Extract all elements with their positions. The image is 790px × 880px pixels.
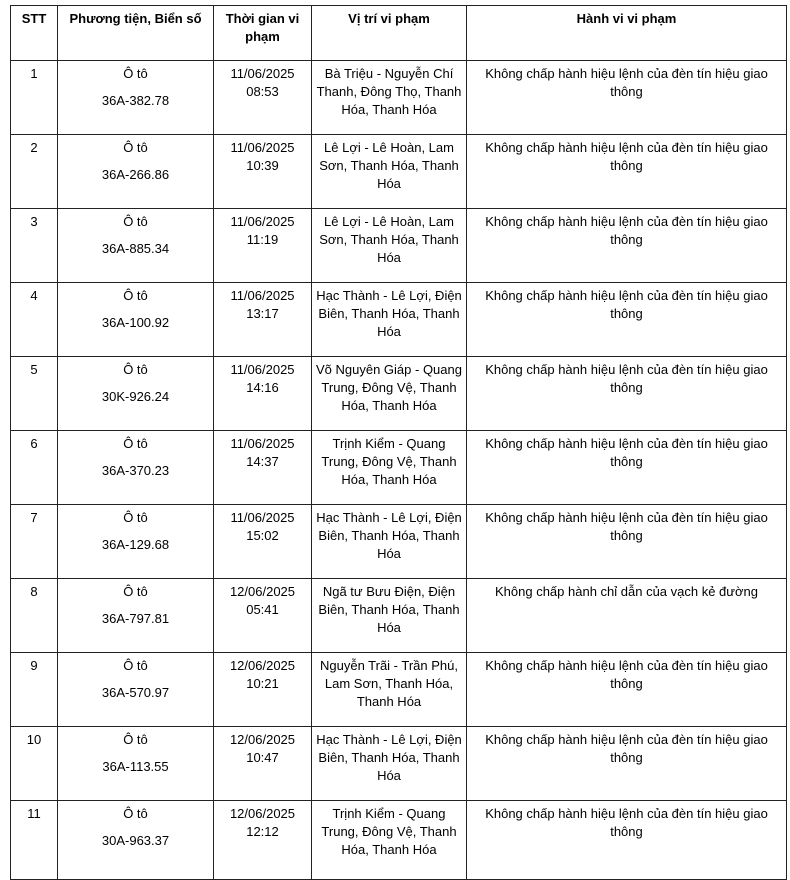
license-plate: 30K-926.24 [101, 389, 170, 404]
license-plate: 36A-382.78 [101, 93, 170, 108]
vehicle-type: Ô tô [123, 732, 148, 747]
vehicle-type: Ô tô [123, 140, 148, 155]
vehicle-type: Ô tô [123, 436, 148, 451]
table-row [11, 801, 787, 880]
cell-violation: Không chấp hành hiệu lệnh của đèn tín hiệu giao thông [467, 209, 787, 283]
license-plate: 36A-370.23 [101, 463, 170, 478]
cell-violation: Không chấp hành hiệu lệnh của đèn tín hiệu giao thông [467, 505, 787, 579]
table-row [11, 283, 787, 357]
cell-stt: 9 [11, 653, 58, 727]
cell-stt: 10 [11, 727, 58, 801]
cell-location: Hạc Thành - Lê Lợi, Điện Biên, Thanh Hóa, Thanh Hóa [312, 283, 467, 357]
license-plate: 36A-885.34 [101, 241, 170, 256]
cell-location: Lê Lợi - Lê Hoàn, Lam Sơn, Thanh Hóa, Thanh Hóa [312, 135, 467, 209]
cell-stt: 7 [11, 505, 58, 579]
cell-location: Hạc Thành - Lê Lợi, Điện Biên, Thanh Hóa, Thanh Hóa [312, 505, 467, 579]
cell-time: 11/06/2025 11:19 [214, 209, 312, 283]
cell-location: Nguyễn Trãi - Trần Phú, Lam Sơn, Thanh Hóa, Thanh Hóa [312, 653, 467, 727]
cell-time: 11/06/2025 14:37 [214, 431, 312, 505]
cell-stt: 5 [11, 357, 58, 431]
cell-violation: Không chấp hành hiệu lệnh của đèn tín hiệu giao thông [467, 61, 787, 135]
vehicle-type: Ô tô [123, 362, 148, 377]
cell-location: Võ Nguyên Giáp - Quang Trung, Đông Vệ, Thanh Hóa, Thanh Hóa [312, 357, 467, 431]
cell-violation: Không chấp hành chỉ dẫn của vạch kẻ đường [467, 579, 787, 653]
license-plate: 36A-113.55 [102, 759, 169, 774]
table-row [11, 61, 787, 135]
cell-violation: Không chấp hành hiệu lệnh của đèn tín hiệu giao thông [467, 135, 787, 209]
cell-stt: 8 [11, 579, 58, 653]
cell-violation: Không chấp hành hiệu lệnh của đèn tín hiệu giao thông [467, 431, 787, 505]
cell-time: 12/06/2025 10:47 [214, 727, 312, 801]
cell-vehicle-plate [58, 505, 214, 579]
cell-time: 12/06/2025 10:21 [214, 653, 312, 727]
cell-vehicle-plate [58, 357, 214, 431]
license-plate: 36A-266.86 [101, 167, 170, 182]
cell-time: 11/06/2025 08:53 [214, 61, 312, 135]
table-row [11, 579, 787, 653]
cell-stt: 6 [11, 431, 58, 505]
violations-table [10, 5, 787, 880]
vehicle-type: Ô tô [123, 510, 148, 525]
cell-violation: Không chấp hành hiệu lệnh của đèn tín hiệu giao thông [467, 357, 787, 431]
license-plate: 36A-100.92 [101, 315, 170, 330]
vehicle-type: Ô tô [123, 214, 148, 229]
cell-location: Bà Triệu - Nguyễn Chí Thanh, Đông Thọ, Thanh Hóa, Thanh Hóa [312, 61, 467, 135]
cell-stt: 3 [11, 209, 58, 283]
vehicle-type: Ô tô [123, 658, 148, 673]
cell-location: Hạc Thành - Lê Lợi, Điện Biên, Thanh Hóa, Thanh Hóa [312, 727, 467, 801]
license-plate: 36A-129.68 [101, 537, 170, 552]
header-vehicle-plate: Phương tiện, Biển số [58, 6, 214, 61]
cell-vehicle-plate [58, 653, 214, 727]
cell-vehicle-plate [58, 135, 214, 209]
cell-location: Lê Lợi - Lê Hoàn, Lam Sơn, Thanh Hóa, Thanh Hóa [312, 209, 467, 283]
cell-violation: Không chấp hành hiệu lệnh của đèn tín hiệu giao thông [467, 283, 787, 357]
cell-violation: Không chấp hành hiệu lệnh của đèn tín hiệu giao thông [467, 653, 787, 727]
cell-vehicle-plate [58, 801, 214, 880]
cell-time: 11/06/2025 13:17 [214, 283, 312, 357]
cell-violation: Không chấp hành hiệu lệnh của đèn tín hiệu giao thông [467, 801, 787, 880]
license-plate: 30A-963.37 [101, 833, 170, 848]
cell-vehicle-plate [58, 209, 214, 283]
header-stt: STT [11, 6, 58, 61]
table-row [11, 135, 787, 209]
cell-location: Trịnh Kiểm - Quang Trung, Đông Vệ, Thanh Hóa, Thanh Hóa [312, 801, 467, 880]
cell-vehicle-plate [58, 727, 214, 801]
cell-location: Trịnh Kiểm - Quang Trung, Đông Vệ, Thanh Hóa, Thanh Hóa [312, 431, 467, 505]
table-header-row [11, 6, 787, 61]
table-row [11, 727, 787, 801]
table-row [11, 431, 787, 505]
cell-vehicle-plate [58, 579, 214, 653]
header-violation: Hành vi vi phạm [467, 6, 787, 61]
cell-location: Ngã tư Bưu Điện, Điện Biên, Thanh Hóa, Thanh Hóa [312, 579, 467, 653]
table-row [11, 209, 787, 283]
cell-stt: 4 [11, 283, 58, 357]
cell-stt: 2 [11, 135, 58, 209]
header-location: Vị trí vi phạm [312, 6, 467, 61]
cell-vehicle-plate [58, 283, 214, 357]
cell-violation: Không chấp hành hiệu lệnh của đèn tín hiệu giao thông [467, 727, 787, 801]
table-row [11, 505, 787, 579]
cell-time: 12/06/2025 12:12 [214, 801, 312, 880]
cell-time: 12/06/2025 05:41 [214, 579, 312, 653]
license-plate: 36A-570.97 [101, 685, 170, 700]
cell-time: 11/06/2025 15:02 [214, 505, 312, 579]
table-row [11, 653, 787, 727]
vehicle-type: Ô tô [123, 806, 148, 821]
cell-stt: 1 [11, 61, 58, 135]
table-row [11, 357, 787, 431]
vehicle-type: Ô tô [123, 584, 148, 599]
cell-vehicle-plate [58, 431, 214, 505]
cell-stt: 11 [11, 801, 58, 880]
vehicle-type: Ô tô [123, 288, 148, 303]
cell-time: 11/06/2025 10:39 [214, 135, 312, 209]
cell-vehicle-plate [58, 61, 214, 135]
vehicle-type: Ô tô [123, 66, 148, 81]
cell-time: 11/06/2025 14:16 [214, 357, 312, 431]
license-plate: 36A-797.81 [101, 611, 170, 626]
header-time: Thời gian vi phạm [214, 6, 312, 61]
